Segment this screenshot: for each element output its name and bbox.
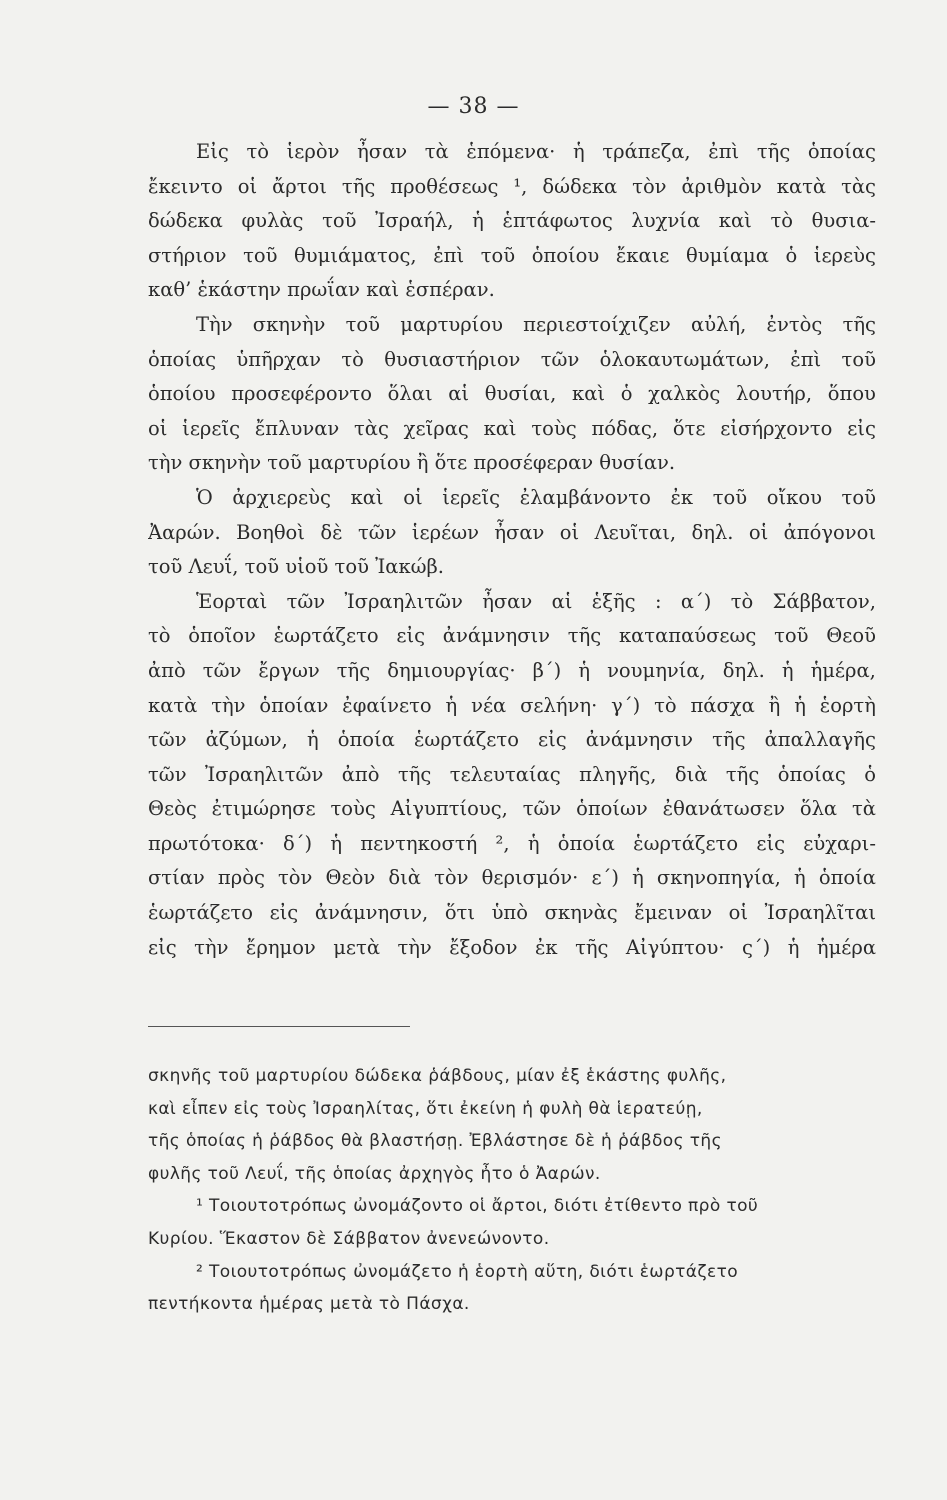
footnote-line: πεντήκοντα ἡμέρας μετὰ τὸ Πάσχα.	[148, 1294, 470, 1315]
body-line: καθ’ ἑκάστην πρωΐαν καὶ ἑσπέραν.	[148, 278, 495, 302]
body-line: ἔκειντο οἱ ἄρτοι τῆς προθέσεως ¹, δώδεκα τὸν ἀριθμὸν κατὰ τὰς	[148, 174, 876, 198]
footnote-line: Κυρίου. Ἕκαστον δὲ Σάββατον ἀνενεώνοντο.	[148, 1228, 550, 1249]
body-line: τῶν Ἰσραηλιτῶν ἀπὸ τῆς τελευταίας πληγῆς, διὰ τῆς ὁποίας ὁ	[148, 762, 876, 786]
body-line: εἰς τὴν ἔρημον μετὰ τὴν ἔξοδον ἐκ τῆς Αἰγύπτου· ς΄) ἡ ἡμέρα	[148, 935, 876, 959]
body-line: πρωτότοκα· δ΄) ἡ πεντηκοστή ², ἡ ὁποία ἑωρτάζετο εἰς εὐχαρι-	[148, 831, 876, 855]
body-line: τῶν ἀζύμων, ἡ ὁποία ἑωρτάζετο εἰς ἀνάμνησιν τῆς ἀπαλλαγῆς	[148, 728, 876, 752]
body-line: Ἀαρών. Βοηθοὶ δὲ τῶν ἱερέων ἦσαν οἱ Λευῖται, δηλ. οἱ ἀπόγονοι	[148, 520, 876, 544]
body-line: ὁποίου προσεφέροντο ὅλαι αἱ θυσίαι, καὶ ὁ χαλκὸς λουτήρ, ὅπου	[148, 382, 876, 406]
footnotes	[148, 1060, 876, 1321]
footnote-line: σκηνῆς τοῦ μαρτυρίου δώδεκα ῥάβδους, μίαν ἐξ ἑκάστης φυλῆς,	[148, 1066, 727, 1086]
body-line: τὴν σκηνὴν τοῦ μαρτυρίου ἢ ὅτε προσέφεραν θυσίαν.	[148, 451, 676, 475]
body-line: Εἰς τὸ ἱερὸν ἦσαν τὰ ἑπόμενα· ἡ τράπεζα, ἐπὶ τῆς ὁποίας	[196, 140, 876, 163]
footnote-line: τῆς ὁποίας ἡ ῥάβδος θὰ βλαστήσῃ. Ἐβλάστησε δὲ ἡ ῥάβδος τῆς	[148, 1131, 722, 1152]
body-line: στήριον τοῦ θυμιάματος, ἐπὶ τοῦ ὁποίου ἔκαιε θυμίαμα ὁ ἱερεὺς	[148, 243, 876, 267]
body-line: δώδεκα φυλὰς τοῦ Ἰσραήλ, ἡ ἑπτάφωτος λυχνία καὶ τὸ θυσια-	[148, 209, 876, 233]
body-line: ἑωρτάζετο εἰς ἀνάμνησιν, ὅτι ὑπὸ σκηνὰς ἔμειναν οἱ Ἰσραηλῖται	[148, 901, 876, 925]
body-line: ἀπὸ τῶν ἔργων τῆς δημιουργίας· β΄) ἡ νουμηνία, δηλ. ἡ ἡμέρα,	[148, 658, 876, 682]
body-line: Ἑορταὶ τῶν Ἰσραηλιτῶν ἦσαν αἱ ἑξῆς : α΄) τὸ Σάββατον,	[196, 589, 876, 613]
footnote-line: φυλῆς τοῦ Λευΐ, τῆς ὁποίας ἀρχηγὸς ἦτο ὁ Ἀαρών.	[148, 1163, 601, 1184]
body-line: Τὴν σκηνὴν τοῦ μαρτυρίου περιεστοίχιζεν αὐλή, ἐντὸς τῆς	[196, 312, 876, 336]
body-line: κατὰ τὴν ὁποίαν ἐφαίνετο ἡ νέα σελήνη· γ΄) τὸ πάσχα ἢ ἡ ἑορτὴ	[148, 693, 876, 717]
body-line: ὁποίας ὑπῆρχαν τὸ θυσιαστήριον τῶν ὁλοκαυτωμάτων, ἐπὶ τοῦ	[148, 347, 876, 371]
page-number: — 38 —	[427, 94, 520, 119]
body-line: τὸ ὁποῖον ἑωρτάζετο εἰς ἀνάμνησιν τῆς καταπαύσεως τοῦ Θεοῦ	[148, 624, 876, 648]
footnote-divider	[148, 1026, 410, 1027]
footnote-line: ² Τοιουτοτρόπως ὠνομάζετο ἡ ἑορτὴ αὕτη, διότι ἑωρτάζετο	[196, 1261, 739, 1282]
body-text	[148, 135, 876, 965]
footnote-line: ¹ Τοιουτοτρόπως ὠνομάζοντο οἱ ἄρτοι, διότι ἐτίθεντο πρὸ τοῦ	[196, 1196, 759, 1217]
body-line: Ὁ ἀρχιερεὺς καὶ οἱ ἱερεῖς ἐλαμβάνοντο ἐκ τοῦ οἴκου τοῦ	[196, 485, 876, 509]
body-line: οἱ ἱερεῖς ἔπλυναν τὰς χεῖρας καὶ τοὺς πόδας, ὅτε εἰσήρχοντο εἰς	[148, 416, 876, 440]
footnote-line: καὶ εἶπεν εἰς τοὺς Ἰσραηλίτας, ὅτι ἐκείνη ἡ φυλὴ θὰ ἱερατεύῃ,	[148, 1098, 703, 1119]
body-line: στίαν πρὸς τὸν Θεὸν διὰ τὸν θερισμόν· ε΄) ἡ σκηνοπηγία, ἡ ὁποία	[148, 866, 876, 890]
body-line: Θεὸς ἐτιμώρησε τοὺς Αἰγυπτίους, τῶν ὁποίων ἐθανάτωσεν ὅλα τὰ	[148, 797, 876, 821]
body-line: τοῦ Λευΐ, τοῦ υἱοῦ τοῦ Ἰακώβ.	[148, 555, 445, 579]
